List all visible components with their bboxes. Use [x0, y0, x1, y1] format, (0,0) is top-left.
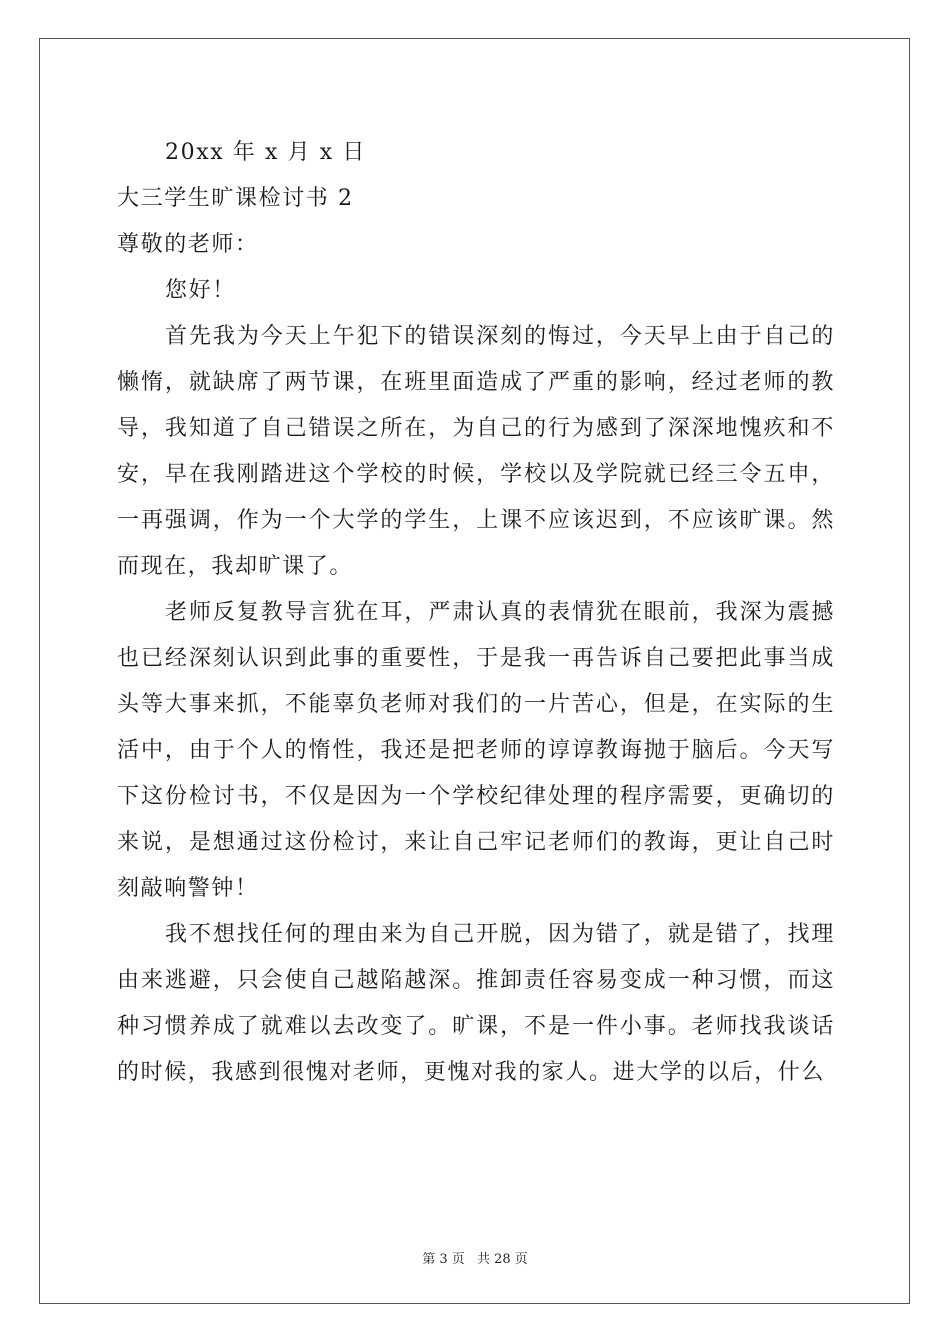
page-number: 第 3 页	[422, 1252, 465, 1267]
body-paragraph-1: 首先我为今天上午犯下的错误深刻的悔过，今天早上由于自己的懒惰，就缺席了两节课，在班里面造成了严重的影响，经过老师的教导，我知道了自己错误之所在，为自己的行为感到了深深地愧疚和不安，早在我刚踏进这个学校的时候，学校以及学院就已经三令五申，一再强调，作为一个大学的学生，上课不应该迟到，不应该旷课。然而现在，我却旷课了。	[117, 324, 835, 579]
body-paragraph-3: 我不想找任何的理由来为自己开脱，因为错了，就是错了，找理由来逃避，只会使自己越陷越深。推卸责任容易变成一种习惯，而这种习惯养成了就难以去改变了。旷课，不是一件小事。老师找我谈话的时候，我感到很愧对老师，更愧对我的家人。进大学的以后，什么	[117, 922, 835, 1085]
date-line: 20xx 年 x 月 x 日	[165, 140, 366, 165]
page-total: 共 28 页	[476, 1252, 528, 1267]
page-footer	[0, 1248, 950, 1267]
salutation: 尊敬的老师：	[117, 232, 259, 257]
document-body	[117, 130, 835, 1096]
greeting: 您好！	[165, 278, 236, 303]
body-paragraph-2: 老师反复教导言犹在耳，严肃认真的表情犹在眼前，我深为震撼也已经深刻认识到此事的重要性，于是我一再告诉自己要把此事当成头等大事来抓，不能辜负老师对我们的一片苦心，但是，在实际的生活中，由于个人的惰性，我还是把老师的谆谆教诲抛于脑后。今天写下这份检讨书，不仅是因为一个学校纪律处理的程序需要，更确切的来说，是想通过这份检讨，来让自己牢记老师们的教诲，更让自己时刻敲响警钟！	[117, 600, 835, 901]
document-title: 大三学生旷课检讨书 2	[117, 186, 354, 211]
